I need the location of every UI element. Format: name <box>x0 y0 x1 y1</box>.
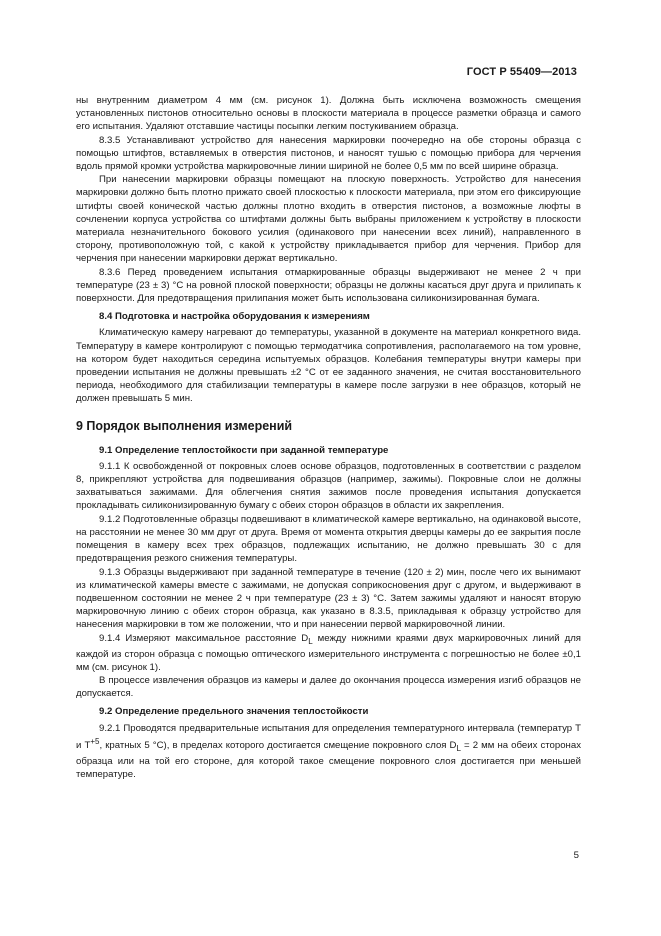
paragraph: При нанесении маркировки образцы помещают на плоскую поверхность. Устройство для нанесения маркировки должно быть плотно прижато своей плоскостью к плоскости материала, при этом его фиксирующие штифты своей конической частью должны плотно входить в отверстия пистонов, а возможные люфты в сочленении корпуса устройства со штифтами должны быть выбраны приложением к устройству в плоскости материала незначительного бокового усилия (одинакового при нанесении всех линий), направленного в сторону, противоположную той, с какой к устройству прикладывается прибор для черчения. Прибор для черчения при нанесении маркировки держат вертикально. <box>76 174 581 265</box>
text-run: = 2 мм на обеих сторонах образца или на той его стороне, для которой такое смещение покровного слоя достигается при меньшей температуре. <box>76 740 581 781</box>
paragraph-9-1-3: 9.1.3 Образцы выдерживают при заданной температуре в течение (120 ± 2) мин, после чего их вынимают из климатической камеры вместе с зажимами, не допуская соприкосновения друг с другом, и выдерживают в подвешенном состоянии не менее 2 ч при температуре (23 ± 3) °С. Затем зажимы удаляют и наносят вторую маркировочную линию с обеих сторон образца, как указано в 8.3.5, прикладывая к образцу устройство для нанесения маркировки в том же положении, что и при нанесении первой маркировочной линии. <box>76 566 581 631</box>
paragraph-8-3-6: 8.3.6 Перед проведением испытания отмаркированные образцы выдерживают не менее 2 ч при температуре (23 ± 3) °С на ровной плоской поверхности; образцы не должны касаться друг друга и прилипать к поверхности. Для предотвращения прилипания может быть использована силиконизированная бумага. <box>76 266 581 305</box>
superscript: +5 <box>90 736 100 746</box>
document-body <box>76 94 581 782</box>
subscript: L <box>456 743 461 753</box>
subscript: L <box>308 636 313 646</box>
paragraph-9-2-1 <box>76 722 581 782</box>
paragraph: В процессе извлечения образцов из камеры и далее до окончания процесса измерения изгиб образцов не допускается. <box>76 675 581 700</box>
text-run: между нижними краями двух маркировочных линий для каждой из сторон образца с помощью оптического измерительного инструмента с погрешностью не более ±0,1 мм (см. рисунок 1). <box>76 632 582 673</box>
section-heading-8-4: 8.4 Подготовка и настройка оборудования к измерениям <box>99 311 370 323</box>
document-header: ГОСТ Р 55409—2013 <box>466 66 577 78</box>
text-run: , кратных 5 °С), в пределах которого достигается смещение покровного слоя D <box>99 740 457 752</box>
page-number: 5 <box>573 850 579 861</box>
text-run: 9.1.4 Измеряют максимальное расстояние D <box>99 632 309 644</box>
paragraph: ны внутренним диаметром 4 мм (см. рисунок 1). Должна быть исключена возможность смещения установленных пистонов относительно основы в плоскости материала в процессе разметки образца и самого его испытания. Удаляют отставшие частицы посыпки легким постукиванием образца. <box>76 95 581 133</box>
section-heading-9: 9 Порядок выполнения измерений <box>76 418 293 433</box>
paragraph-9-1-1: 9.1.1 К освобожденной от покровных слоев основе образцов, подготовленных в соответствии с разделом 8, прикрепляют устройства для подвешивания образцов (например, зажимы). Покровные слои не должны захватываться зажимами. Для облегчения снятия зажимов после проведения испытания допускается прокладывать силиконизированную бумагу с обеих сторон образцов в области их закрепления. <box>76 460 581 512</box>
text-run: 9.2.1 Проводятся предварительные испытания для определения температурного интервала (температур Т и Т <box>76 722 581 752</box>
paragraph-9-1-2: 9.1.2 Подготовленные образцы подвешивают в климатической камере вертикально, на одинаковой высоте, на расстоянии не менее 30 мм друг от друга. Время от момента открытия дверцы камеры до ее закрытия после помещения в камеру всех трех образцов, подлежащих испытанию, не должно превышать 30 с для предотвращения резкого снижения температуры. <box>76 513 581 565</box>
paragraph-8-3-5: 8.3.5 Устанавливают устройство для нанесения маркировки поочередно на обе стороны образца с помощью штифтов, вставляемых в отверстия пистонов, и наносят тушью с помощью прибора для черчения вдоль прямой кромки устройства маркировочные линии шириной не более 0,5 мм по всей ширине образца. <box>76 134 581 173</box>
section-heading-9-2: 9.2 Определение предельного значения теплостойкости <box>99 706 369 718</box>
section-heading-9-1: 9.1 Определение теплостойкости при заданной температуре <box>99 444 389 456</box>
paragraph: Климатическую камеру нагревают до температуры, указанной в документе на материал конкретного вида. Температуру в камере контролируют с помощью термодатчика сопротивления, располагаемого на том уровне, на котором будет находиться середина испытуемых образцов. Колебания температуры внутри камеры при проведении испытания не должны превышать ±2 °С от ее заданного значения, не считая восстановительного периода, необходимого для стабилизации температуры в камере после загрузки в нее образцов, который не должен превышать 5 мин. <box>76 327 581 405</box>
paragraph-9-1-4 <box>76 632 581 675</box>
